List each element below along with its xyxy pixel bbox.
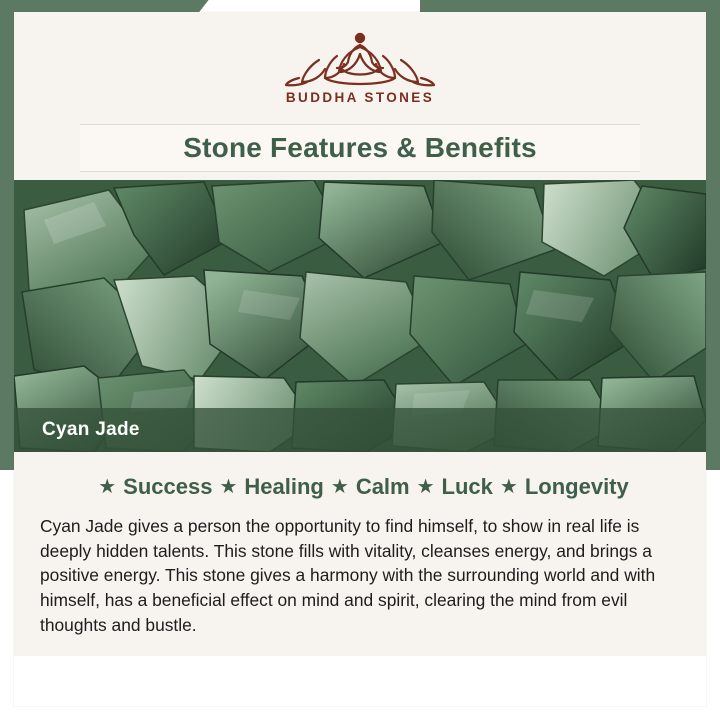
brand-name: BUDDHA STONES: [285, 90, 435, 105]
title-section: [14, 124, 706, 180]
benefits-row: [14, 474, 706, 500]
benefit-item-luck: Luck: [441, 474, 493, 499]
benefit-item-healing: Healing: [244, 474, 324, 499]
stone-name: Cyan Jade: [42, 419, 140, 440]
page-title: Stone Features & Benefits: [183, 132, 537, 163]
title-box: [80, 124, 640, 172]
content-card: [14, 12, 706, 706]
hero-image: [14, 180, 706, 452]
benefit-item-calm: Calm: [355, 474, 410, 499]
benefit-item-longevity: Longevity: [524, 474, 629, 499]
star-icon: ★: [330, 476, 349, 498]
description-text: Cyan Jade gives a person the opportunity to find himself, to show in real life is deeply hidden talents. This stone fills with vitality, cleanses energy, and brings a positive energy. This stone gives a harmony with the surrounding world and with himself, has a beneficial effect on mind and spirit, clearing the mind from evil thoughts and bustle.: [40, 516, 656, 635]
brand-header: [14, 12, 706, 124]
lotus-meditation-icon: [285, 26, 435, 88]
star-icon: ★: [499, 476, 518, 498]
star-icon: ★: [98, 476, 117, 498]
card-bottom-spacer: [14, 656, 706, 706]
image-caption-bar: [14, 408, 706, 452]
star-icon: ★: [416, 476, 435, 498]
benefit-item-success: Success: [123, 474, 213, 499]
star-icon: ★: [219, 476, 238, 498]
